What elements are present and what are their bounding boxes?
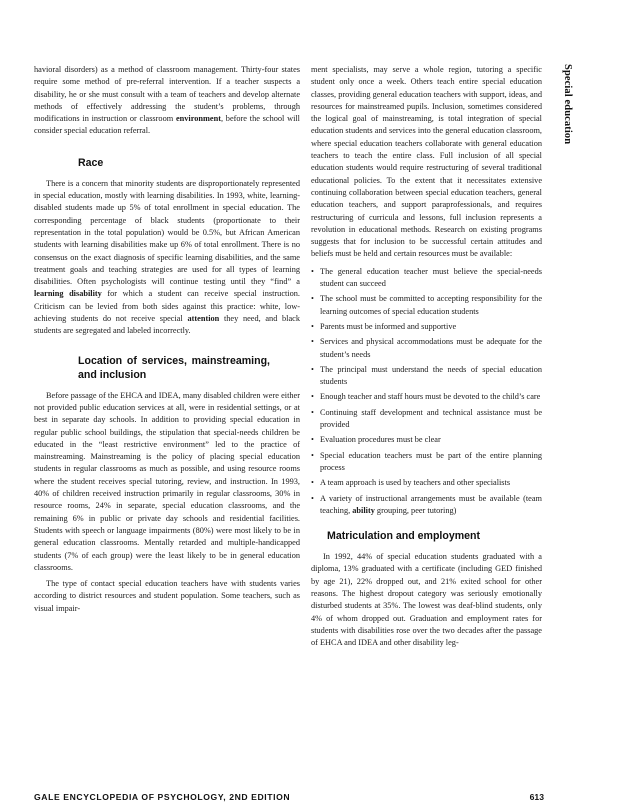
list-item: • A team approach is used by teachers and other specialists <box>311 478 511 488</box>
paragraph-race: There is a concern that minority students are disproportionately represented in special education, mostly with learning disabilities. In 1993, white, learning-disabled students made up 5% of total enrollment in special education. The corresponding percentage of black students (proportionate to their representation in the total population) would be 0.5%, but African American students with learning disabilities make up 6% of total enrollment. There is no consensus on the exact diagnosis of specific learning disabilities, and the same treatment goals and teaching strategies are used for all types of learning disabilities. Often psychologists will continue testing until they “find” a learning disability for which a student can receive special instruction. Criticism can be levied from both sides against this practice: white, low-achieving students do not receive special attention they need, and black students are segregated and labeled incorrectly. <box>34 178 301 336</box>
heading-location: Location of services, mainstreaming, and inclusion <box>78 354 270 381</box>
page-footer <box>34 792 544 802</box>
term-ability: ability <box>352 505 375 515</box>
term-learning-disability: learning disability <box>34 289 102 299</box>
publication-title: GALE ENCYCLOPEDIA OF PSYCHOLOGY, 2ND EDITION <box>34 792 291 802</box>
paragraph-location-1: Before passage of the EHCA and IDEA, many disabled children were either not provided public education services at all, were in residential settings, or at best in separate day schools. In addition to providing special education in regular public school buildings, the stipulation that special-needs children be educated in the “least restrictive environment” led to the practice of mainstreaming. Mainstreaming is the policy of placing special education students in regular classrooms as much as possible, and using resource rooms where the student receives special tutoring, review, and instruction. In 1993, 40% of children received instruction primarily in regular classrooms, 30% in resource rooms, 24% in separate, special education classrooms, and the remaining 6% in public or private day schools and residential facilities. Students with speech or language impairments (80%) were most likely to be in general education classrooms. Mentally retarded and multiple-handicapped students (7% of each group) were the least likely to be in general education classrooms. <box>34 390 300 572</box>
paragraph-prereferral: havioral disorders) as a method of classroom management. Thirty-four states require some method of pre-referral intervention. If a teacher suspects a disability, he or she must consult with a team of teachers and develop alternate methods of effectively addressing the student’s problems, through modifications in instruction or classroom environment, before the school will consider special education referral. <box>34 65 300 136</box>
right-column <box>311 64 542 649</box>
section-sidebar-label: Special education <box>562 64 573 145</box>
list-item: • Special education teachers must be part of the entire planning process <box>311 450 542 472</box>
term-attention: attention <box>187 314 220 324</box>
paragraph-location-2: The type of contact special education teachers have with students varies according to district resources and student population. Some teachers, such as visual impair- <box>34 579 300 613</box>
list-item: • Services and physical accommodations must be adequate for the student’s needs <box>311 337 542 359</box>
requirements-list <box>311 266 542 517</box>
list-item: • The general education teacher must believe the special-needs student can succeed <box>311 266 542 289</box>
term-environment: environment <box>175 114 221 124</box>
list-item: • The principal must understand the needs of special education students <box>311 364 542 387</box>
list-item: • Parents must be informed and supportive <box>311 321 457 331</box>
list-item: • Evaluation procedures must be clear <box>311 435 441 445</box>
list-item: • A variety of instructional arrangements must be available (team teaching, ability grouping, peer tutoring) <box>311 493 542 515</box>
left-column <box>34 64 300 615</box>
paragraph-matriculation: In 1992, 44% of special education students graduated with a diploma, 13% graduated with a certificate (including GED finished by age 21), 22% dropped out, and 21% exited school for other reasons. The highest dropout category was seriously emotionally disturbed students at 35%. The lowest was deaf-blind students, only 4% of whom dropped out. Graduation and employment rates for students with disabilities rose over the two decades after the passage of EHCA and IDEA and other disability leg- <box>311 552 542 648</box>
heading-matriculation: Matriculation and employment <box>327 530 481 543</box>
list-item: • Continuing staff development and technical assistance must be provided <box>311 407 542 430</box>
list-item: • Enough teacher and staff hours must be devoted to the child’s care <box>311 392 541 402</box>
paragraph-inclusion: ment specialists, may serve a whole region, tutoring a specific student only once a week. Others teach entire special education classes, providing general education teachers with support, ideas, and resources for mainstreamed pupils. Inclusion, sometimes considered the logical goal of mainstreaming, is total integration of special education students and services into the general education classroom, where special education teachers collaborate with general education teachers to teach the entire class. Full inclusion of all special education students would require restructuring of several traditional educational policies. To the extent that it necessitates extensive continuing collaboration between special education teachers, general education teachers, and support paraprofessionals, and requires restructuring of curricula and lessons, full inclusion represents a revolution in educational methods. Research on existing programs suggests that for inclusion to be successful certain attitudes and beliefs must be held and certain resources must be available: <box>311 65 542 259</box>
list-item: • The school must be committed to accepting responsibility for the learning outcomes of special education students <box>311 294 542 316</box>
page-number: 613 <box>529 792 544 802</box>
heading-race: Race <box>78 156 104 169</box>
